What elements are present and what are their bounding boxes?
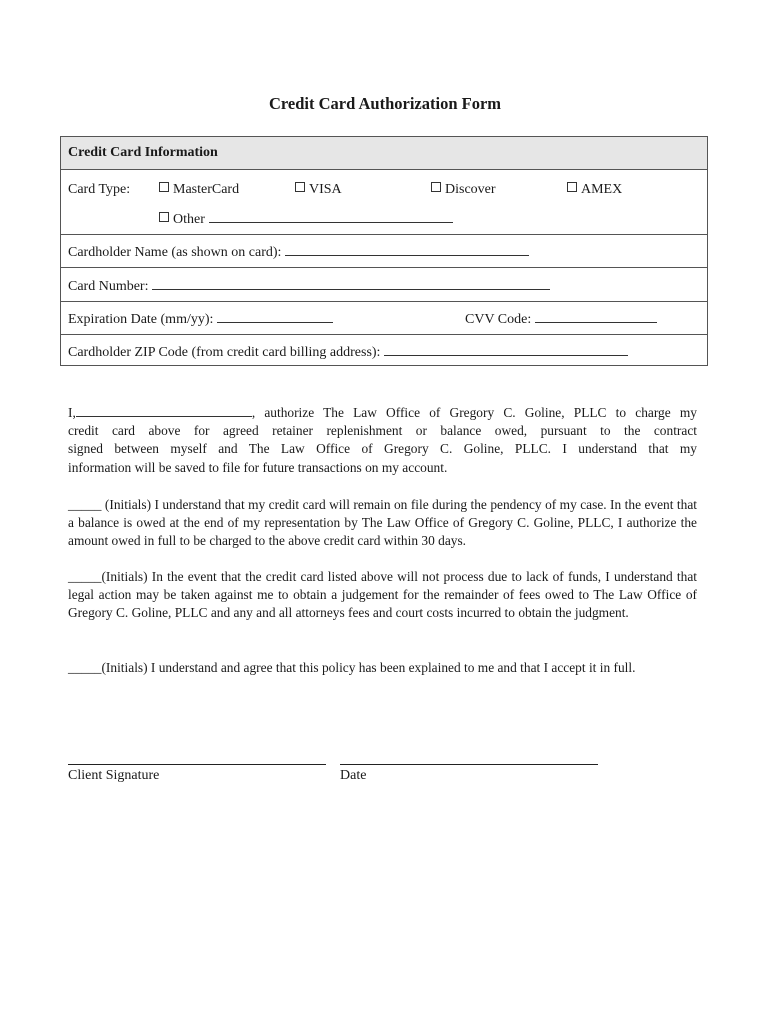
row-divider	[61, 267, 707, 268]
card-option-amex[interactable]	[567, 182, 622, 198]
authorization-line-1: , authorize The Law Office of Gregory C. Goline, PLLC to charge my	[251, 405, 697, 420]
date-label: Date	[340, 768, 367, 783]
cardholder-name-label: Cardholder Name (as shown on card):	[68, 245, 282, 260]
card-option-label: VISA	[309, 182, 342, 197]
other-card-field[interactable]	[209, 210, 453, 223]
checkbox-icon[interactable]	[159, 212, 169, 222]
card-number-row	[68, 277, 550, 295]
cvv-field[interactable]	[535, 310, 657, 323]
authorization-line-3: signed between myself and The Law Office of Gregory C. Goline, PLLC. I understand that my	[68, 441, 697, 457]
info-section-header	[61, 137, 707, 170]
info-section-title: Credit Card Information	[68, 145, 218, 160]
authorization-line	[68, 404, 697, 422]
checkbox-icon[interactable]	[431, 182, 441, 192]
card-option-other[interactable]	[159, 210, 453, 228]
card-option-label: Discover	[445, 182, 496, 197]
cvv-label: CVV Code:	[465, 312, 532, 327]
zip-label: Cardholder ZIP Code (from credit card billing address):	[68, 345, 381, 360]
zip-row	[68, 343, 628, 361]
authorization-prefix: I,	[68, 405, 76, 420]
card-number-field[interactable]	[152, 277, 550, 290]
card-option-visa[interactable]	[295, 182, 342, 198]
card-number-label: Card Number:	[68, 279, 149, 294]
cvv-row	[465, 310, 657, 328]
checkbox-icon[interactable]	[159, 182, 169, 192]
expiration-field[interactable]	[217, 310, 333, 323]
initials-paragraph-card-on-file: _____ (Initials) I understand that my credit card will remain on file during the pendency of my case. In the event that a balance is owed at the end of my representation by The Law Office of Gregory C. Goline, PLLC, I authorize the amount owed in full to be charged to the above credit card within 30 days.	[68, 497, 697, 549]
page-title: Credit Card Authorization Form	[268, 94, 502, 113]
card-option-label: AMEX	[581, 182, 623, 197]
zip-field[interactable]	[384, 343, 628, 356]
authorizer-name-field[interactable]	[76, 404, 252, 417]
authorization-line-4: information will be saved to file for future transactions on my account.	[68, 459, 448, 475]
checkbox-icon[interactable]	[295, 182, 305, 192]
client-signature-label: Client Signature	[68, 768, 160, 783]
row-divider	[61, 301, 707, 302]
card-option-discover[interactable]	[431, 182, 496, 198]
row-divider	[61, 334, 707, 335]
checkbox-icon[interactable]	[567, 182, 577, 192]
expiration-label: Expiration Date (mm/yy):	[68, 312, 214, 327]
card-option-mastercard[interactable]	[159, 182, 239, 198]
card-option-label: MasterCard	[173, 182, 240, 197]
authorization-paragraph	[68, 404, 697, 477]
row-divider	[61, 234, 707, 235]
cardholder-name-row	[68, 243, 529, 261]
cardholder-name-field[interactable]	[285, 243, 529, 256]
authorization-line-2: credit card above for agreed retainer replenishment or balance owed, pursuant to the contract	[68, 423, 697, 439]
initials-paragraph-policy-agreement: _____(Initials) I understand and agree that this policy has been explained to me and that I accept it in full.	[68, 660, 636, 675]
card-option-label: Other	[173, 212, 205, 227]
credit-card-info-box	[60, 136, 708, 366]
expiration-row	[68, 310, 333, 328]
client-signature-line[interactable]	[68, 764, 326, 765]
card-type-label: Card Type:	[68, 182, 131, 197]
initials-paragraph-legal-action: _____(Initials) In the event that the credit card listed above will not process due to lack of funds, I understand that legal action may be taken against me to obtain a judgement for the remainder of fees owed to The Law Office of Gregory C. Goline, PLLC and any and all attorneys fees and court costs incurred to obtain the judgment.	[68, 569, 697, 621]
date-line[interactable]	[340, 764, 598, 765]
